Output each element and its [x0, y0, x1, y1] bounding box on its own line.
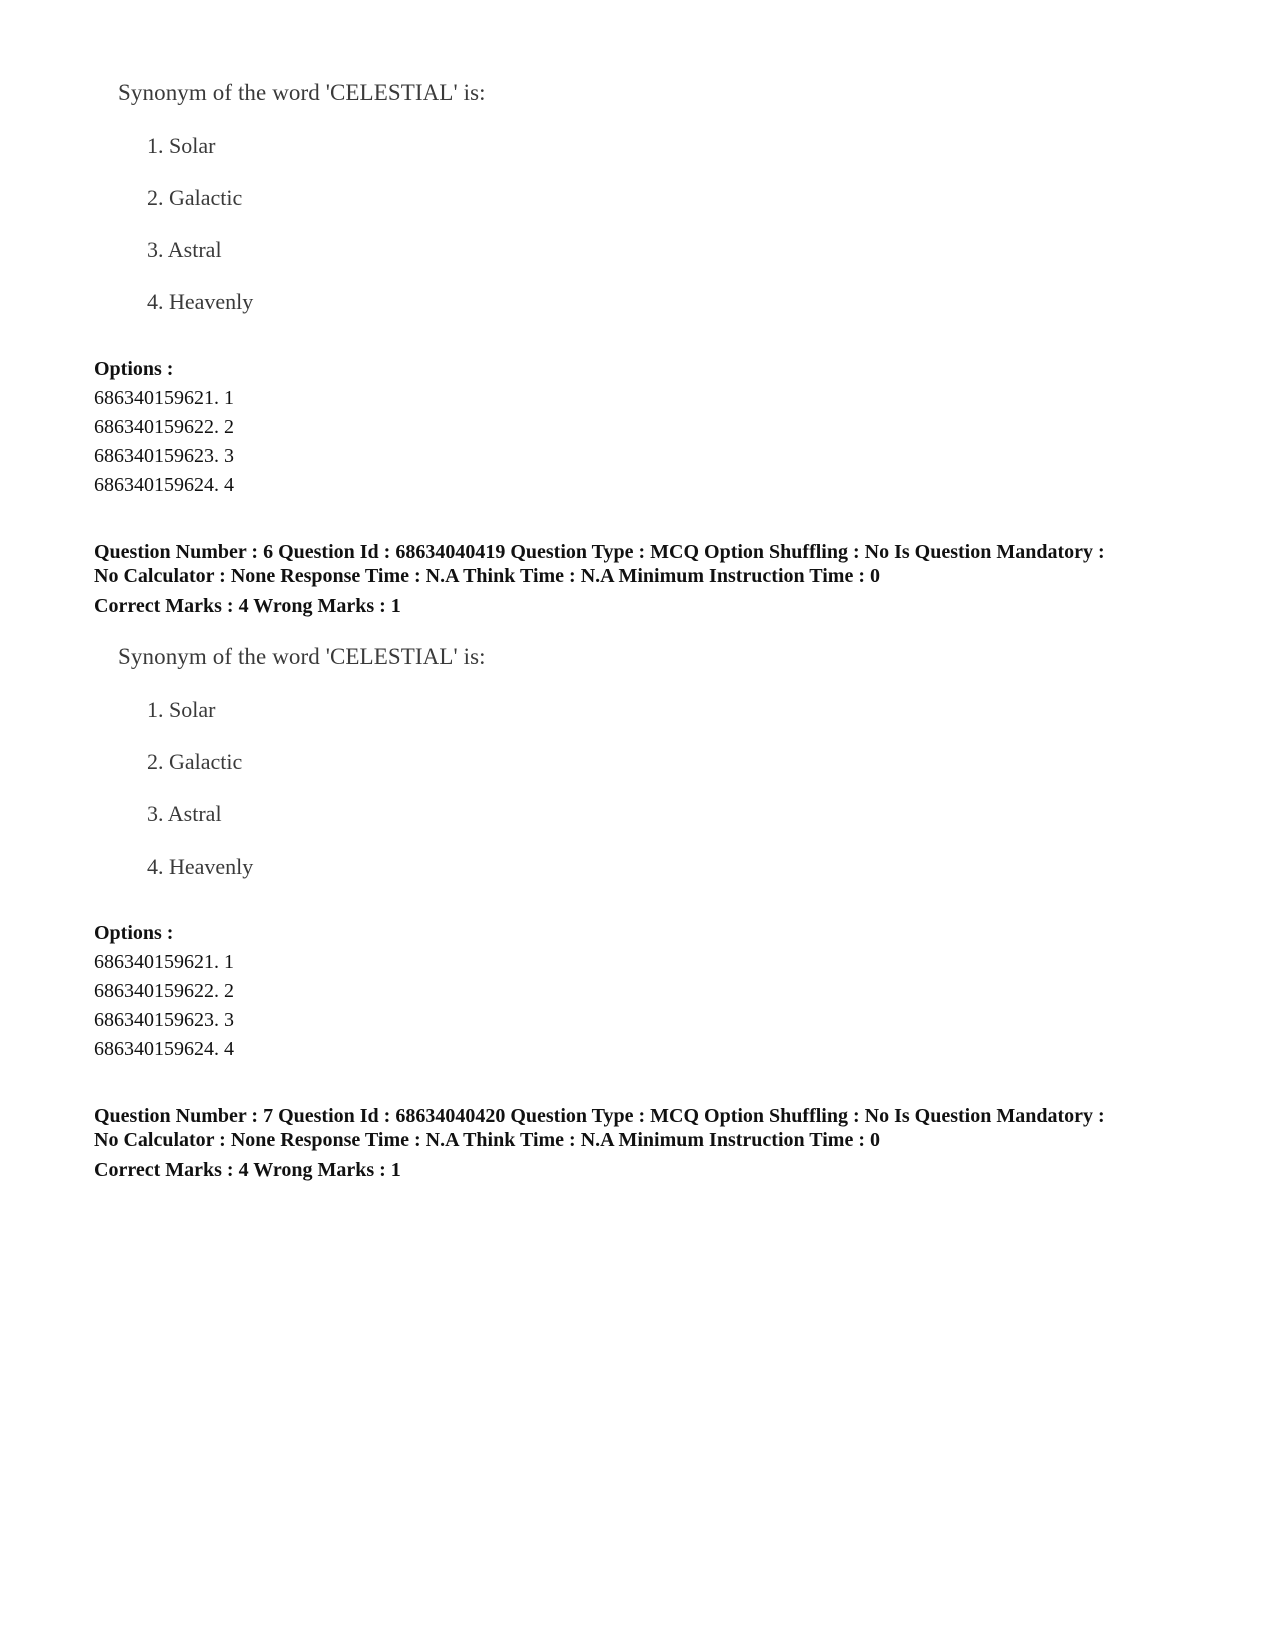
- question-stem: Synonym of the word 'CELESTIAL' is:: [118, 80, 486, 105]
- option-id-3: 686340159623. 3: [94, 445, 234, 467]
- answer-choice-3: 3. Astral: [147, 801, 222, 826]
- question-header-line-2: No Calculator : None Response Time : N.A Think Time : N.A Minimum Instruction Time : 0: [94, 1129, 880, 1151]
- option-id-3: 686340159623. 3: [94, 1009, 234, 1031]
- answer-choice-4: 4. Heavenly: [147, 289, 254, 314]
- option-id-1: 686340159621. 1: [94, 387, 234, 409]
- answer-choice-1: 1. Solar: [147, 133, 216, 158]
- answer-choice-4: 4. Heavenly: [147, 854, 254, 879]
- question-marks: Correct Marks : 4 Wrong Marks : 1: [94, 595, 401, 617]
- question-header-line-1: Question Number : 7 Question Id : 68634040420 Question Type : MCQ Option Shuffling : No Is Question Mandatory :: [94, 1105, 1105, 1127]
- answer-choice-2: 2. Galactic: [147, 185, 243, 210]
- answer-choice-1: 1. Solar: [147, 697, 216, 722]
- options-heading: Options :: [94, 922, 174, 944]
- options-heading: Options :: [94, 358, 174, 380]
- answer-choice-3: 3. Astral: [147, 237, 222, 262]
- question-stem: Synonym of the word 'CELESTIAL' is:: [118, 644, 486, 669]
- option-id-2: 686340159622. 2: [94, 980, 234, 1002]
- answer-choice-2: 2. Galactic: [147, 749, 243, 774]
- question-marks: Correct Marks : 4 Wrong Marks : 1: [94, 1159, 401, 1181]
- option-id-4: 686340159624. 4: [94, 474, 234, 496]
- question-header-line-1: Question Number : 6 Question Id : 68634040419 Question Type : MCQ Option Shuffling : No Is Question Mandatory :: [94, 541, 1105, 563]
- option-id-2: 686340159622. 2: [94, 416, 234, 438]
- option-id-4: 686340159624. 4: [94, 1038, 234, 1060]
- question-header-line-2: No Calculator : None Response Time : N.A Think Time : N.A Minimum Instruction Time : 0: [94, 565, 880, 587]
- option-id-1: 686340159621. 1: [94, 951, 234, 973]
